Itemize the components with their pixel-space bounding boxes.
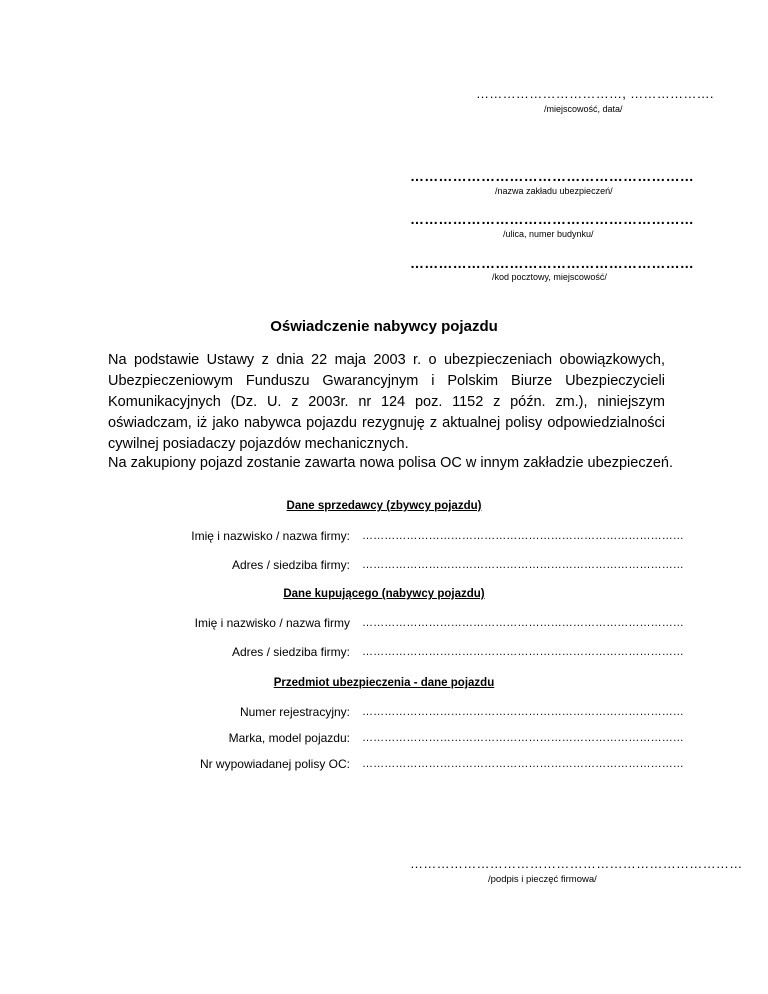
place-date-caption: /miejscowość, data/ [544,104,623,114]
buyer-name-label: Imię i nazwisko / nazwa firmy [194,616,350,630]
registration-number-field[interactable]: …………………………………………………………………………… [362,706,684,718]
vehicle-section-title: Przedmiot ubezpieczenia - dane pojazdu [273,677,495,689]
buyer-address-field[interactable]: …………………………………………………………………………… [362,646,684,658]
policy-number-field[interactable]: …………………………………………………………………………… [362,758,684,770]
seller-name-field[interactable]: …………………………………………………………………………… [362,530,684,542]
declaration-paragraph: Na podstawie Ustawy z dnia 22 maja 2003 r. o ubezpieczeniach obowiązkowych, Ubezpieczeniowym Funduszu Gwarancyjnym i Polskim Biurze Ubezpieczycieli Komunikacyjnych (Dz. U. z 2003r. nr 124 poz. 1152 z późn. zm.), niniejszym oświadczam, iż jako nabywca pojazdu rezygnuję z aktualnej polisy odpowiedzialności cywilnej posiadaczy pojazdów mechanicznych. [108,352,665,452]
insurer-postal-caption: /kod pocztowy, miejscowość/ [492,272,607,282]
seller-address-field[interactable]: …………………………………………………………………………… [362,559,684,571]
document-title: Oświadczenie nabywcy pojazdu [270,318,498,335]
insurer-name-caption: /nazwa zakładu ubezpieczeń/ [495,186,613,196]
insurer-street-caption: /ulica, numer budynku/ [503,229,594,239]
policy-number-label: Nr wypowiadanej polisy OC: [199,757,350,771]
place-date-field[interactable]: ……………………………, ………………. [476,86,714,101]
signature-field[interactable]: ………………………………………………………………… [410,856,743,871]
buyer-name-field[interactable]: …………………………………………………………………………… [362,617,684,629]
insurer-postal-field[interactable]: …………………………………………………… [410,255,694,271]
buyer-address-label: Adres / siedziba firmy: [231,645,350,659]
buyer-section-title: Dane kupującego (nabywcy pojazdu) [283,588,485,600]
new-policy-paragraph: Na zakupiony pojazd zostanie zawarta nowa polisa OC w innym zakładzie ubezpieczeń. [108,455,673,471]
registration-number-label: Numer rejestracyjny: [239,705,350,719]
insurer-name-field[interactable]: …………………………………………………… [410,168,694,184]
vehicle-model-label: Marka, model pojazdu: [228,731,350,745]
seller-section-title: Dane sprzedawcy (zbywcy pojazdu) [286,500,482,512]
signature-caption: /podpis i pieczęć firmowa/ [488,874,597,885]
seller-address-label: Adres / siedziba firmy: [231,558,350,572]
vehicle-model-field[interactable]: …………………………………………………………………………… [362,732,684,744]
insurer-street-field[interactable]: …………………………………………………… [410,211,694,227]
seller-name-label: Imię i nazwisko / nazwa firmy: [191,529,350,543]
